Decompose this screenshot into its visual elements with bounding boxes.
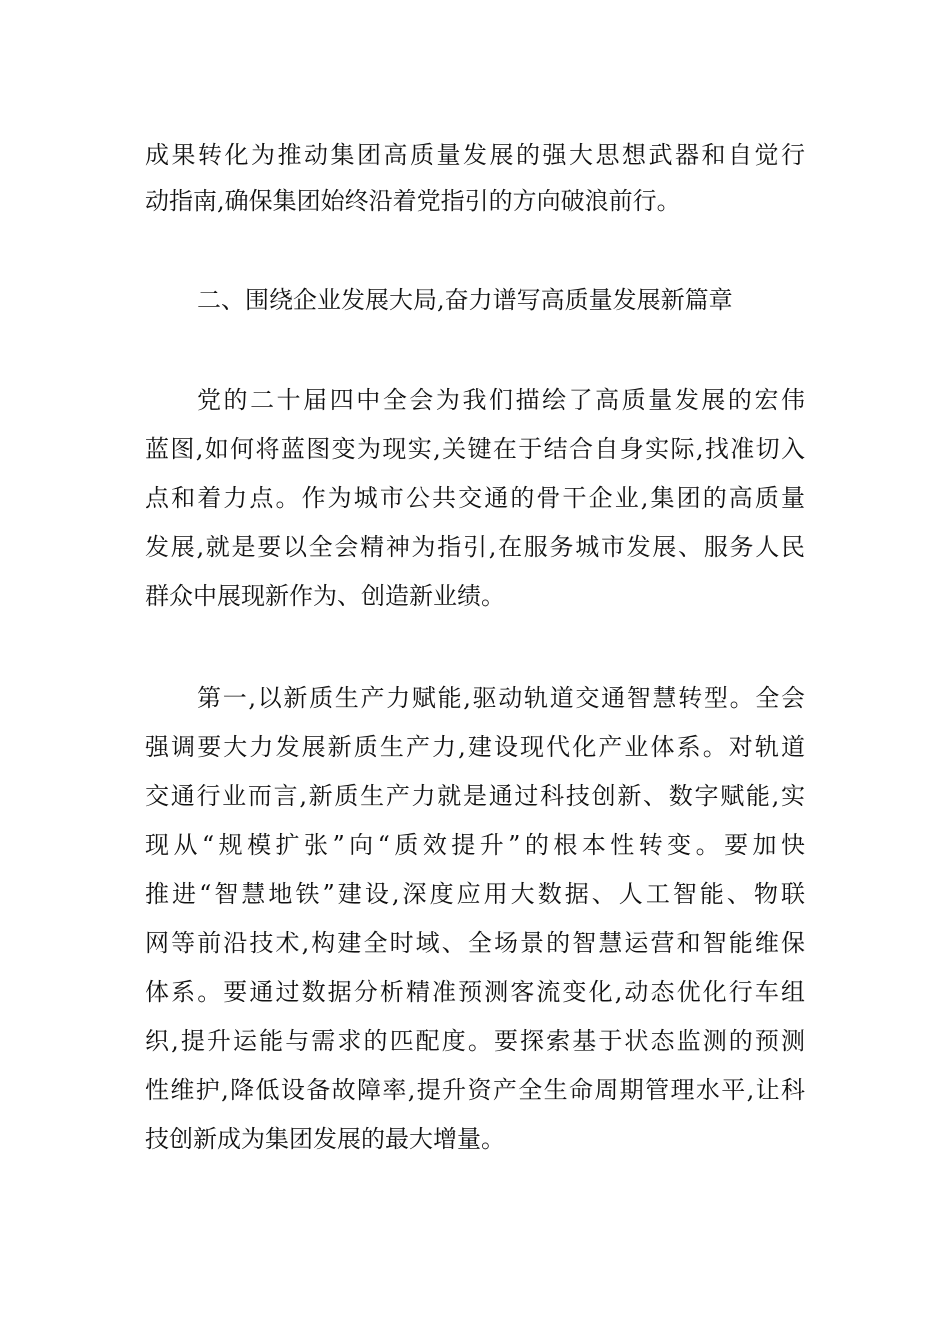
text-line: 网等前沿技术,构建全时域、全场景的智慧运营和智能维保 bbox=[145, 929, 805, 957]
section-heading: 二、围绕企业发展大局,奋力谱写高质量发展新篇章 bbox=[197, 286, 733, 314]
text-line: 推进“智慧地铁”建设,深度应用大数据、人工智能、物联 bbox=[145, 880, 805, 908]
text-line: 发展,就是要以全会精神为指引,在服务城市发展、服务人民 bbox=[145, 533, 805, 561]
text-line: 织,提升运能与需求的匹配度。要探索基于状态监测的预测 bbox=[145, 1027, 805, 1055]
text-line: 动指南,确保集团始终沿着党指引的方向破浪前行。 bbox=[145, 187, 681, 215]
text-line: 性维护,降低设备故障率,提升资产全生命周期管理水平,让科 bbox=[145, 1076, 805, 1104]
text-line: 体系。要通过数据分析精准预测客流变化,动态优化行车组 bbox=[145, 978, 805, 1006]
text-line: 点和着力点。作为城市公共交通的骨干企业,集团的高质量 bbox=[145, 484, 805, 512]
text-line: 现从“规模扩张”向“质效提升”的根本性转变。要加快 bbox=[145, 831, 805, 859]
text-line: 第一,以新质生产力赋能,驱动轨道交通智慧转型。全会 bbox=[197, 684, 805, 712]
text-line: 党的二十届四中全会为我们描绘了高质量发展的宏伟 bbox=[197, 386, 805, 414]
text-line: 交通行业而言,新质生产力就是通过科技创新、数字赋能,实 bbox=[145, 782, 805, 810]
text-line: 强调要大力发展新质生产力,建设现代化产业体系。对轨道 bbox=[145, 733, 805, 761]
text-line: 蓝图,如何将蓝图变为现实,关键在于结合自身实际,找准切入 bbox=[145, 435, 805, 463]
text-line: 技创新成为集团发展的最大增量。 bbox=[145, 1125, 505, 1153]
text-line: 成果转化为推动集团高质量发展的强大思想武器和自觉行 bbox=[145, 141, 805, 169]
text-line: 群众中展现新作为、创造新业绩。 bbox=[145, 582, 505, 610]
